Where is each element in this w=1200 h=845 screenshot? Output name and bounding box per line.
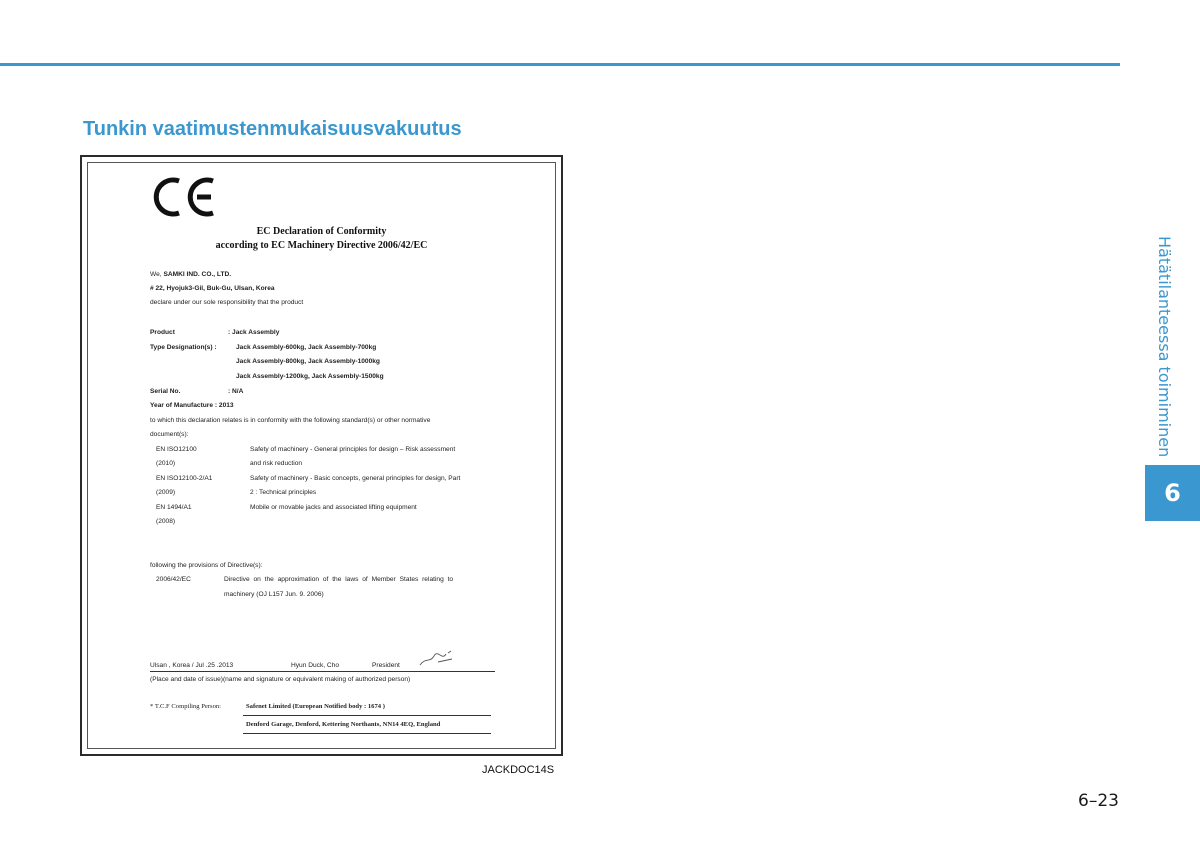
type-line: Jack Assembly-1200kg, Jack Assembly-1500kg — [236, 373, 384, 380]
signer-title: President — [372, 662, 400, 669]
tcf-company: Safenet Limited (European Notified body : 1674 ) — [246, 703, 385, 710]
conformity-statement-cont: document(s): — [150, 431, 189, 438]
type-line: Jack Assembly-800kg, Jack Assembly-1000kg — [236, 358, 380, 365]
directive-description-cont: machinery (OJ L157 Jun. 9. 2006) — [224, 591, 324, 598]
certificate-document — [87, 162, 556, 749]
certificate-title: EC Declaration of Conformity — [256, 226, 387, 237]
year-label: Year of Manufacture : — [150, 402, 218, 409]
certificate-image — [80, 155, 563, 756]
chapter-number: 6 — [1164, 479, 1181, 507]
directive-description: Directive on the approximation of the laws of Member States relating to — [224, 576, 454, 583]
type-line: Jack Assembly-600kg, Jack Assembly-700kg — [236, 344, 377, 351]
standard-code: EN ISO12100-2/A1 — [156, 475, 213, 482]
provisions-statement: following the provisions of Directive(s): — [150, 562, 263, 569]
figure-caption: JACKDOC14S — [482, 764, 555, 776]
serial-value: : N/A — [228, 388, 244, 395]
standard-description: Mobile or movable jacks and associated lifting equipment — [250, 504, 417, 511]
standard-description: Safety of machinery - Basic concepts, general principles for design, Part — [250, 475, 461, 482]
directive-code: 2006/42/EC — [156, 576, 191, 583]
page-number: 6–23 — [1078, 791, 1119, 811]
conformity-statement: to which this declaration relates is in conformity with the following standard(s) or other normative — [150, 417, 431, 424]
standard-year: (2009) — [156, 489, 176, 496]
signature-caption: (Place and date of issue)(name and signature or equivalent making of authorized person) — [150, 676, 411, 683]
chapter-number-tab — [1145, 465, 1200, 521]
company-address: # 22, Hyojuk3-Gil, Buk-Gu, Ulsan, Korea — [150, 285, 275, 292]
type-label: Type Designation(s) : — [150, 344, 217, 351]
tcf-address: Denford Garage, Denford, Kettering Northants, NN14 4EQ, England — [246, 721, 441, 728]
product-value: : Jack Assembly — [228, 329, 280, 336]
chapter-side-label: Hätätilanteessa toimiminen — [1155, 236, 1174, 458]
signature-line — [150, 671, 495, 672]
standard-code: EN ISO12100 — [156, 446, 197, 453]
standard-code: EN 1494/A1 — [156, 504, 192, 511]
product-label: Product — [150, 329, 175, 336]
company-name: SAMKI IND. CO., LTD. — [163, 271, 232, 278]
year-value: 2013 — [218, 402, 234, 409]
standard-description: Safety of machinery - General principles for design – Risk assessment — [250, 446, 456, 453]
standard-description-cont: 2 : Technical principles — [250, 489, 317, 496]
tcf-divider — [243, 715, 491, 716]
tcf-label: * T.C.F Compiling Person: — [150, 703, 222, 710]
declaration-statement: declare under our sole responsibility that the product — [150, 299, 304, 306]
certificate-subtitle: according to EC Machinery Directive 2006/42/EC — [215, 240, 428, 251]
standard-year: (2008) — [156, 518, 176, 525]
we-label: We, — [150, 271, 162, 278]
company-line — [150, 271, 231, 278]
signer-name: Hyun Duck, Cho — [291, 662, 340, 669]
section-title: Tunkin vaatimustenmukaisuusvakuutus — [83, 118, 462, 140]
signature-scribble — [418, 649, 458, 669]
place-date: Ulsan , Korea / Jul .25 .2013 — [150, 662, 234, 669]
tcf-underline — [243, 733, 491, 734]
ce-mark-logo — [152, 175, 222, 219]
top-divider — [0, 63, 1120, 66]
standard-year: (2010) — [156, 460, 176, 467]
year-line — [150, 402, 234, 409]
serial-label: Serial No. — [150, 388, 181, 395]
standard-description-cont: and risk reduction — [250, 460, 303, 467]
